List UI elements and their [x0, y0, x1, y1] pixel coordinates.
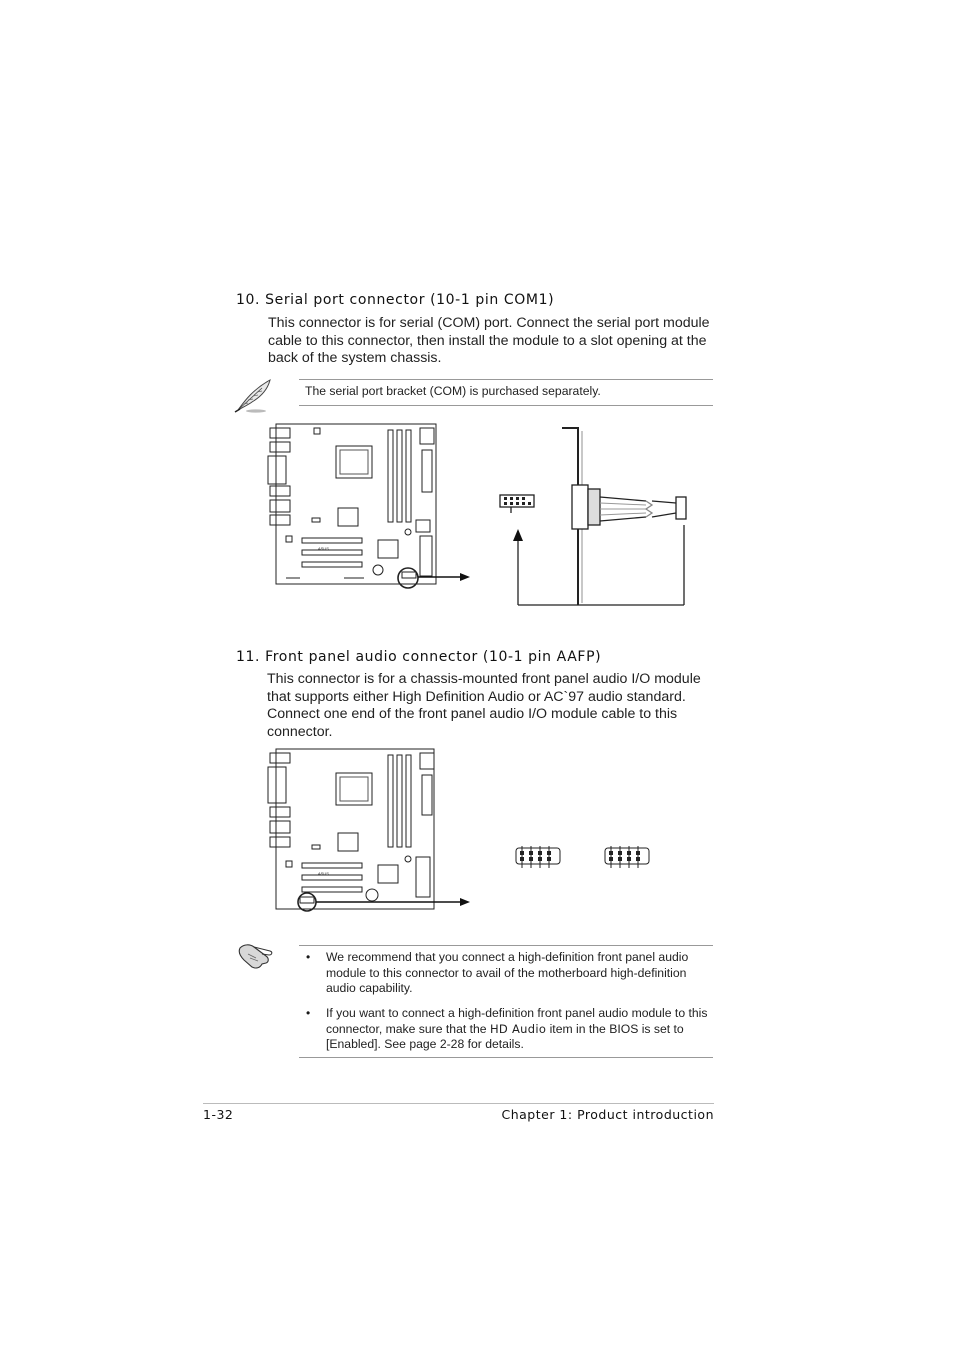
aafp-ac97-pinout — [601, 842, 657, 874]
serial-bracket-diagram — [496, 425, 696, 610]
hd-audio-bios-item: HD Audio — [489, 1021, 547, 1036]
note-bottom-rule — [299, 405, 713, 406]
notes-top-rule — [299, 945, 713, 946]
svg-text:ASUS: ASUS — [318, 546, 329, 551]
chapter-title: Chapter 1: Product introduction — [501, 1107, 714, 1122]
page-number: 1-32 — [203, 1107, 234, 1122]
aafp-hd-audio-pinout — [512, 842, 568, 874]
bullet-dot-1: • — [306, 950, 311, 964]
svg-text:ASUS: ASUS — [318, 871, 329, 876]
bullet-dot-2: • — [306, 1006, 311, 1020]
note-top-rule — [299, 379, 713, 380]
section-11-body: This connector is for a chassis-mounted front panel audio I/O module that supports either High Definition Audio or AC`97 audio standard. Connect one end of the front panel audio I/O module cable to this connector. — [267, 671, 701, 740]
section-11-heading: 11. Front panel audio connector (10-1 pin AAFP) — [236, 649, 602, 665]
motherboard-aafp-diagram — [266, 745, 476, 915]
note-bullet-2-post: item in the BIOS is set to [Enabled]. See page 2-28 for details. — [326, 1021, 684, 1052]
quill-pen-icon — [232, 374, 276, 414]
notes-bottom-rule — [299, 1057, 713, 1058]
section-10-heading: 10. Serial port connector (10-1 pin COM1) — [236, 292, 555, 308]
pointing-hand-icon — [236, 938, 276, 972]
note-bullet-2-pre: If you want to connect a high-definition front panel audio module to this connector, make sure that the — [326, 1006, 708, 1036]
note-bullet-2 — [326, 1006, 714, 1053]
motherboard-com1-diagram — [266, 420, 476, 595]
footer-rule — [203, 1103, 714, 1104]
note-bullet-1: We recommend that you connect a high-definition front panel audio module to this connector to avail of the motherboard high-definition audio capability. — [326, 950, 689, 996]
section-10-body: This connector is for serial (COM) port. Connect the serial port module cable to this connector, then install the module to a slot opening at the back of the system chassis. — [268, 315, 710, 366]
serial-note-text: The serial port bracket (COM) is purchased separately. — [305, 384, 601, 398]
